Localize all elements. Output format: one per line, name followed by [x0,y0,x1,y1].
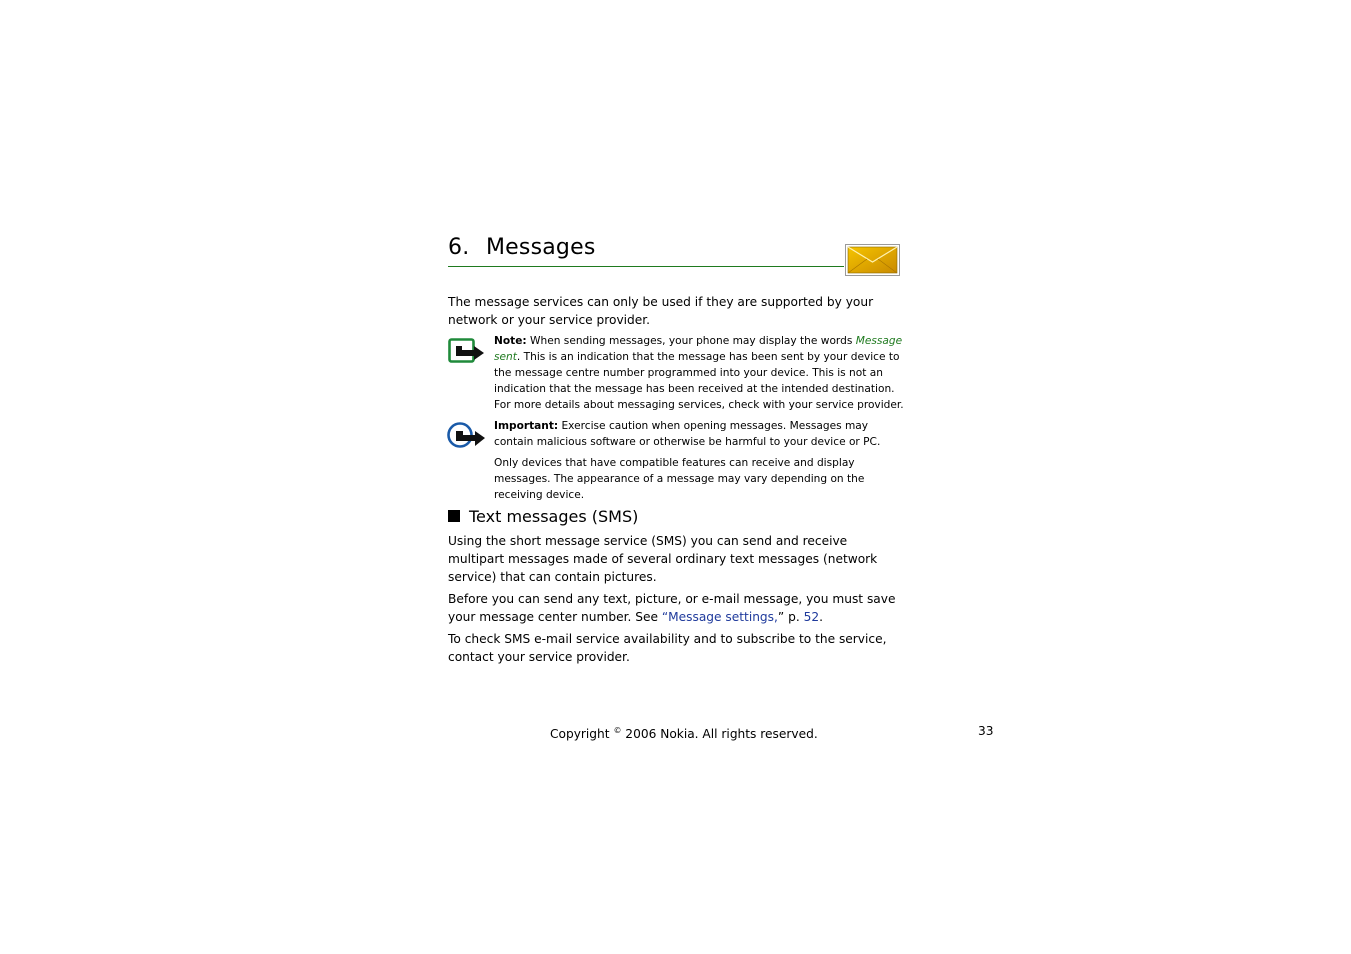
note-hand-icon [448,338,486,364]
note-block [494,333,904,413]
note-text-after: . This is an indication that the message has been sent by your device to the message centre number programmed into your device. This is not an indication that the message has been received at the intended destination. For more details about messaging services, check with your service provider. [494,351,904,411]
section-heading [448,506,638,528]
message-settings-link[interactable]: “Message settings, [661,610,778,624]
copyright-after: 2006 Nokia. All rights reserved. [621,727,818,742]
para2-mid: ” p. [777,610,804,624]
section-title: Text messages (SMS) [469,507,639,526]
copyright-symbol: © [613,726,622,735]
section-paragraph-1: Using the short message service (SMS) you can send and receive multipart messages made of several ordinary text messages (network service) that can contain pictures. [448,534,878,584]
page-link[interactable]: 52 [803,610,820,624]
para2-after: . [819,610,823,624]
important-block [494,418,904,450]
note-emphasis: Message sent [494,335,903,363]
copyright-before: Copyright [550,727,614,742]
section-paragraph-2 [448,590,898,626]
envelope-icon [845,244,900,276]
chapter-number: 6. [448,235,470,260]
bullet-square-icon [448,510,460,522]
note-label: Note: [494,335,527,347]
important-label: Important: [494,420,559,432]
note-text-before: When sending messages, your phone may display the words [526,335,856,347]
chapter-title-text: Messages [486,235,596,260]
chapter-title [448,233,595,263]
intro-paragraph: The message services can only be used if they are supported by your network or your service provider. [448,295,874,327]
section-paragraph-3: To check SMS e-mail service availability and to subscribe to the service, contact your service provider. [448,632,887,664]
important-extra: Only devices that have compatible features can receive and display messages. The appearance of a message may vary depending on the receiving device. [494,457,865,501]
para2-text: Before you can send any text, picture, or e-mail message, you must save your message center number. See [448,592,896,624]
page-number: 33 [978,724,994,738]
footer-copyright [550,722,818,743]
title-rule [448,266,844,267]
important-hand-icon [447,422,487,450]
important-text: Exercise caution when opening messages. Messages may contain malicious software or otherwise be harmful to your device or PC. [494,420,881,448]
